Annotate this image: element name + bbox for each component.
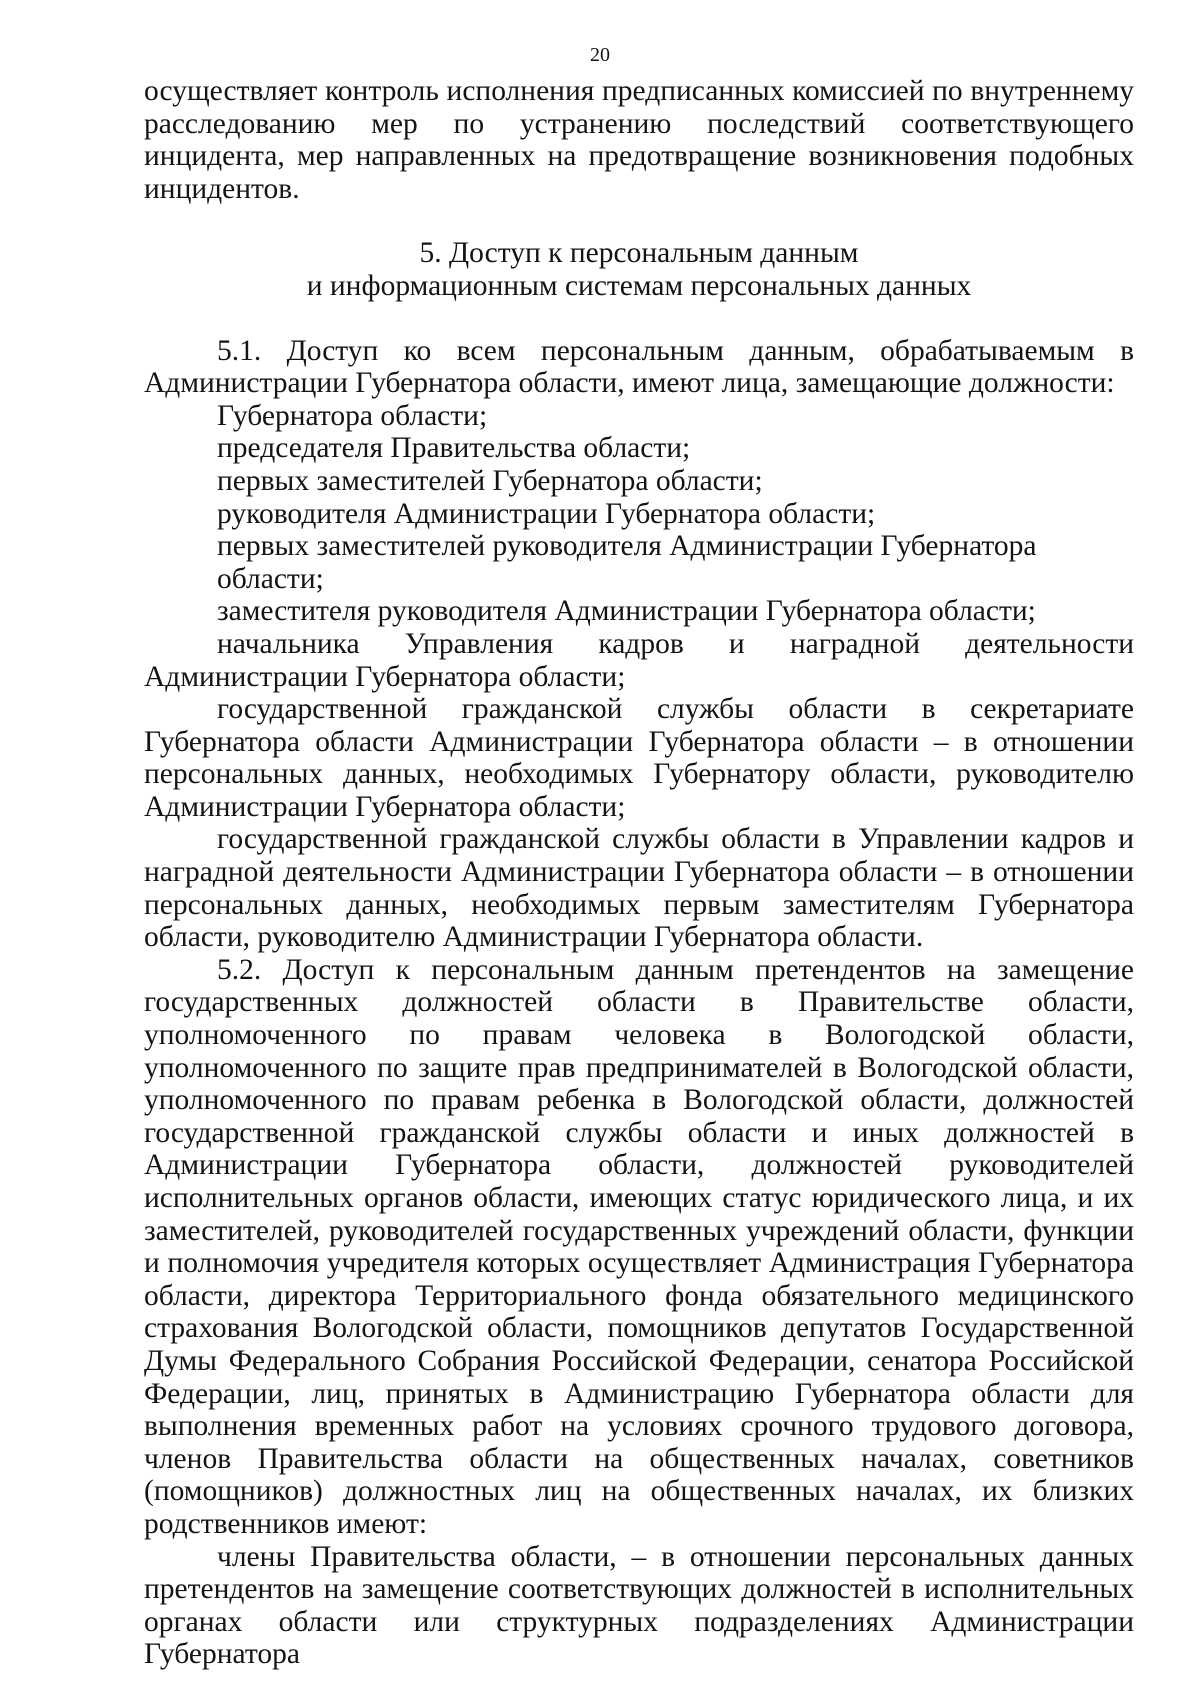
section-heading <box>144 237 1134 302</box>
list-item: Губернатора области; <box>217 399 488 432</box>
list-item: первых заместителей руководителя Администрации Губернатора области; <box>217 530 1037 595</box>
paragraph-5-1: 5.1. Доступ ко всем персональным данным, обрабатываемым в Администрации Губернатора области, имеют лица, замещающие должности: <box>144 334 1134 400</box>
list-item: заместителя руководителя Администрации Губернатора области; <box>217 595 1036 628</box>
paragraph-continuation: осуществляет контроль исполнения предписанных комиссией по внутреннему расследованию мер по устранению последствий соответствующего инцидента, мер направленных на предотвращение возникновения подобных инцидентов. <box>144 75 1134 205</box>
list-item: руководителя Администрации Губернатора области; <box>217 497 876 530</box>
list-item: председателя Правительства области; <box>217 432 691 465</box>
section-heading-line-2: и информационным системам персональных данных <box>306 269 972 302</box>
page-number: 20 <box>590 44 610 66</box>
document-body <box>144 75 1134 1671</box>
section-heading-line-1: 5. Доступ к персональным данным <box>419 237 859 270</box>
list-item: первых заместителей Губернатора области; <box>217 464 763 497</box>
paragraph-government-members: члены Правительства области, – в отношении персональных данных претендентов на замещение соответствующих должностей в исполнительных органах области или структурных подразделениях Администрации Губернатора <box>144 1540 1134 1671</box>
paragraph-head-hr: начальника Управления кадров и наградной деятельности Администрации Губернатора области; <box>144 627 1134 693</box>
paragraph-secretariat: государственной гражданской службы области в секретариате Губернатора области Администрации Губернатора области – в отношении персональных данных, необходимых Губернатору области, руководителю Администрации Губернатора области; <box>144 693 1134 823</box>
paragraph-5-2: 5.2. Доступ к персональным данным претендентов на замещение государственных должностей области в Правительстве области, уполномоченного по правам человека в Вологодской области, уполномоченного по защите прав предпринимателей в Вологодской области, уполномоченного по правам ребенка в Вологодской области, должностей государственной гражданской службы области и иных должностей в Администрации Губернатора области, должностей руководителей исполнительных органов области, имеющих статус юридического лица, и их заместителей, руководителей государственных учреждений области, функции и полномочия учредителя которых осуществляет Администрация Губернатора области, директора Территориального фонда обязательного медицинского страхования Вологодской области, помощников депутатов Государственной Думы Федерального Собрания Российской Федерации, сенатора Российской Федерации, лиц, принятых в Администрацию Губернатора области для выполнения временных работ на условиях срочного трудового договора, членов Правительства области на общественных началах, советников (помощников) должностных лиц на общественных началах, их близких родственников имеют: <box>144 953 1134 1540</box>
paragraph-hr-department: государственной гражданской службы области в Управлении кадров и наградной деятельности Администрации Губернатора области – в отношении персональных данных, необходимых первым заместителям Губернатора области, руководителю Администрации Губернатора области. <box>144 823 1134 954</box>
